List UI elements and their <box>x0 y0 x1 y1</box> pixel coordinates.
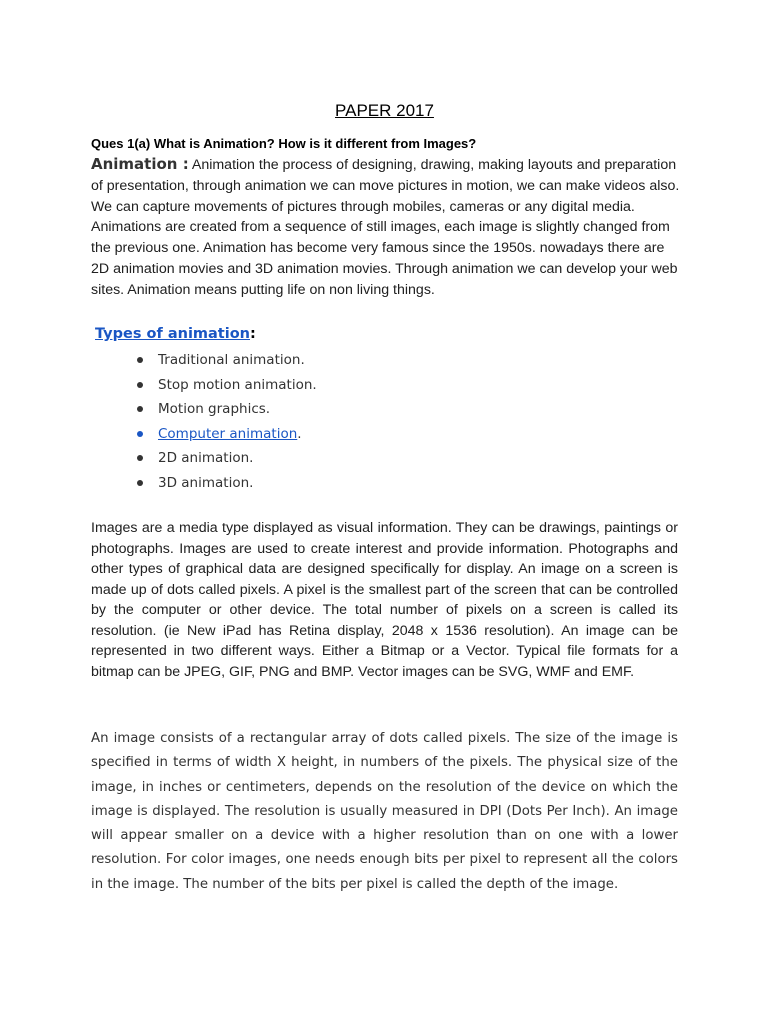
types-heading-colon: : <box>250 326 256 342</box>
pixels-paragraph: An image consists of a rectangular array of dots called pixels. The size of the image is specified in terms of width X height, in numbers of the pixels. The physical size of the image, in inches or centimeters, depends on the resolution of the device on which the image is displayed. The resolution is usually measured in DPI (Dots Per Inch). An image will appear smaller on a device with a higher resolution than on one with a lower resolution. For color images, one needs enough bits per pixel to represent all the colors in the image. The number of the bits per pixel is called the depth of the image. <box>91 731 678 892</box>
images-paragraph: Images are a media type displayed as visual information. They can be drawings, paintings or photographs. Images are used to create interest and provide information. Photographs and other types of graphical data are designed specifically for display. An image on a screen is made up of dots called pixels. A pixel is the smallest part of the screen that can be controlled by the computer or other device. The total number of pixels on a screen is called its resolution. (ie New iPad has Retina display, 2048 x 1536 resolution). An image can be represented in two different ways. Either a Bitmap or a Vector. Typical file formats for a bitmap can be JPEG, GIF, PNG and BMP. Vector images can be SVG, WMF and EMF. <box>91 520 678 680</box>
list-item-text: Motion graphics. <box>158 401 271 417</box>
computer-animation-link[interactable]: Computer animation <box>158 425 298 442</box>
list-item-suffix: . <box>297 425 302 442</box>
animation-text: Animation the process of designing, drawing, making layouts and preparation of presentation, through animation we can move pictures in motion, we can make videos also. We can capture movements of pictures through mobiles, cameras or any digital media. Animations are created from a sequence of still images, each image is slightly changed from the previous one. Animation has become very famous since the 1950s. nowadays there are 2D animation movies and 3D animation movies. Through animation we can develop your web sites. Animation means putting life on non living things. <box>91 157 680 298</box>
animation-paragraph <box>91 154 681 301</box>
types-of-animation-link[interactable]: Types of animation <box>95 326 250 342</box>
list-item <box>131 422 317 447</box>
list-item-text: 2D animation. <box>158 450 254 466</box>
list-item <box>131 471 317 496</box>
animation-types-list <box>131 348 317 495</box>
list-item-text: 3D animation. <box>158 474 254 491</box>
list-item <box>131 373 317 398</box>
list-item <box>131 446 317 471</box>
list-item-text: Traditional animation. <box>158 352 305 368</box>
types-heading <box>95 324 256 344</box>
list-item-text: Stop motion animation. <box>158 376 317 393</box>
list-item <box>131 348 317 373</box>
list-item <box>131 397 317 422</box>
question-heading: Ques 1(a) What is Animation? How is it different from Images? <box>91 136 477 151</box>
animation-label: Animation : <box>91 155 189 173</box>
page-title: PAPER 2017 <box>335 101 434 120</box>
